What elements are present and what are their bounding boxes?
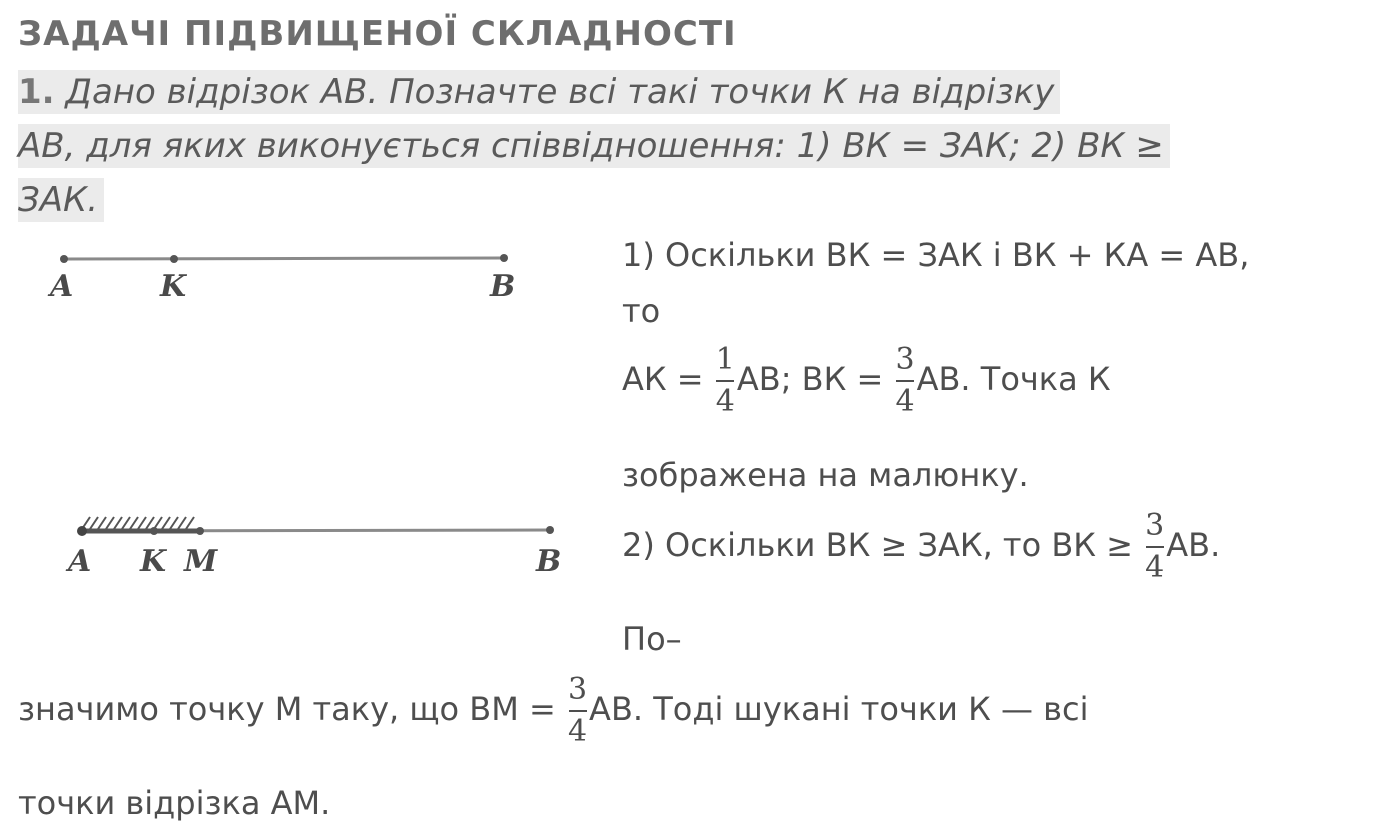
ab-point-k: АВ. Точка К bbox=[916, 360, 1111, 398]
point-m bbox=[196, 527, 204, 535]
label-a: A bbox=[50, 269, 74, 304]
problem-text-2: АВ, для яких виконується співвідношення: 1) ВК = ЗАК; 2) ВК ≥ bbox=[18, 124, 1170, 168]
solution-2-line-2: По– bbox=[622, 620, 682, 658]
conclusion-text: АВ. Тоді шукані точки К — всі bbox=[589, 690, 1089, 728]
segment-figure-2 bbox=[60, 505, 580, 585]
ab-end: АВ. bbox=[1166, 526, 1221, 564]
label-k-2: K bbox=[140, 544, 167, 579]
solution-2-line-1 bbox=[622, 508, 1220, 586]
label-m: M bbox=[184, 544, 218, 579]
ak-equals: АК = bbox=[622, 360, 704, 398]
label-a-2: A bbox=[68, 544, 92, 579]
problem-text-1: Дано відрізок АВ. Позначте всі такі точки К на відрізку bbox=[65, 72, 1055, 112]
solution-1-line-2: то bbox=[622, 292, 661, 330]
label-b-2: B bbox=[536, 544, 562, 579]
fraction-three-quarters-2: $\frac{3}{4}$ bbox=[1145, 508, 1165, 585]
solution-2-line-3 bbox=[18, 672, 1089, 750]
solution-1-line-3 bbox=[622, 342, 1111, 420]
ab-bk-equals: АВ; ВК = bbox=[736, 360, 884, 398]
segment-ab-line bbox=[64, 258, 504, 259]
point-k-2 bbox=[150, 527, 158, 535]
solution-2-text: 2) Оскільки ВК ≥ ЗАК, то ВК ≥ bbox=[622, 526, 1133, 564]
solution-2-line-4: точки відрізка АМ. bbox=[18, 784, 331, 822]
point-b bbox=[500, 254, 508, 262]
point-k bbox=[170, 255, 178, 263]
label-b: B bbox=[490, 269, 516, 304]
fraction-three-quarters-3: $\frac{3}{4}$ bbox=[567, 672, 588, 749]
problem-number: 1. bbox=[18, 72, 55, 112]
bm-equals: значимо точку М таку, що ВМ = bbox=[18, 690, 556, 728]
section-title: ЗАДАЧІ ПІДВИЩЕНОЇ СКЛАДНОСТІ bbox=[18, 14, 737, 54]
point-b-2 bbox=[546, 526, 554, 534]
point-a-2 bbox=[77, 526, 87, 536]
solution-1-line-1: 1) Оскільки ВК = ЗАК і ВК + КА = АВ, bbox=[622, 236, 1250, 274]
point-a bbox=[60, 255, 68, 263]
fraction-three-quarters: $\frac{3}{4}$ bbox=[895, 342, 915, 419]
problem-line-2 bbox=[18, 126, 1170, 166]
problem-line-1 bbox=[18, 72, 1060, 112]
solution-1-line-4: зображена на малюнку. bbox=[622, 456, 1029, 494]
fraction-one-quarter: $\frac{1}{4}$ bbox=[715, 342, 735, 419]
label-k: K bbox=[160, 269, 187, 304]
problem-line-3 bbox=[18, 180, 104, 220]
problem-text-3: ЗАК. bbox=[18, 178, 104, 222]
segment-figure-1 bbox=[40, 240, 540, 310]
hatching-am bbox=[82, 517, 194, 529]
